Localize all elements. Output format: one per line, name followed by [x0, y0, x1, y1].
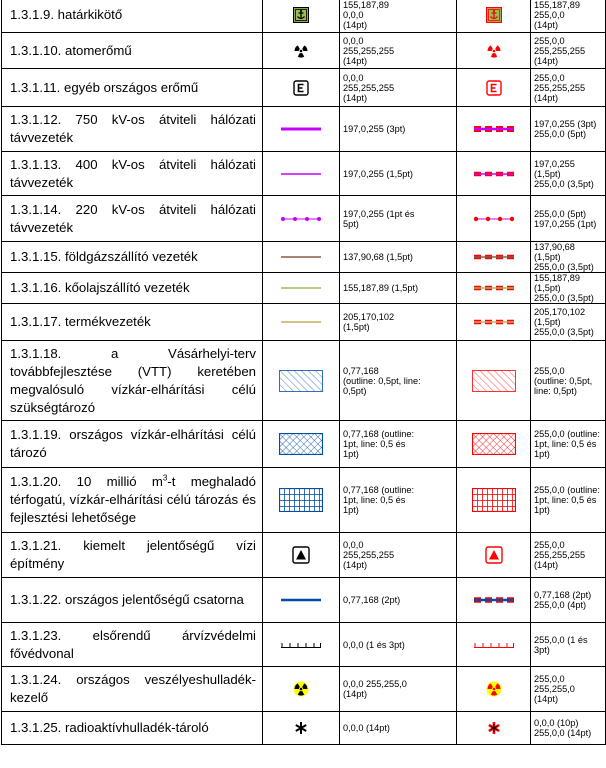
- item-name: 1.3.1.18. a Vásárhelyi-terv továbbfejlesztése (VTT) keretében megvalósuló vízkár-elhárítási célú szükségtározó: [2, 341, 263, 421]
- symbol-cell: [263, 421, 340, 468]
- symbol-cell: [263, 273, 340, 304]
- description-cell: 155,187,89 255,0,0 (14pt): [531, 0, 606, 33]
- description-cell: 255,0,0 (5pt) 197,0,255 (1pt): [531, 196, 606, 242]
- symbol-cell: [457, 667, 531, 712]
- symbol-cell: [457, 196, 531, 242]
- description-cell: 197,0,255 (1pt és 5pt): [340, 196, 457, 242]
- table-row: [2, 304, 606, 341]
- table-row: [2, 33, 606, 69]
- grid-hatch-area-symbol: [279, 488, 323, 512]
- item-name: 1.3.1.13. 400 kV-os átviteli hálózati távvezeték: [2, 152, 263, 196]
- table-row: [2, 468, 606, 533]
- symbol-cell: [457, 33, 531, 69]
- item-name-part: -t meghaladó térfogatú, vízkár-elhárítási célú tározás és fejlesztési lehetősége: [10, 474, 256, 525]
- diagonal-hatch-area-symbol: [279, 370, 323, 392]
- table-row: [2, 242, 606, 273]
- item-name: 1.3.1.14. 220 kV-os átviteli hálózati távvezeték: [2, 196, 263, 242]
- symbol-cell: [457, 341, 531, 421]
- ticked-line-symbol: [474, 641, 514, 649]
- description-cell: 255,0,0 255,255,255 (14pt): [531, 533, 606, 578]
- table-row: [2, 152, 606, 196]
- symbol-cell: [457, 578, 531, 623]
- line-symbol: [474, 125, 514, 133]
- item-name: 1.3.1.17. termékvezeték: [2, 304, 263, 341]
- item-name: 1.3.1.9. határkikötő: [2, 0, 263, 33]
- description-cell: 197,0,255 (3pt): [340, 107, 457, 152]
- table-row: [2, 196, 606, 242]
- description-cell: 0,0,0 255,255,0 (14pt): [340, 667, 457, 712]
- item-name: 1.3.1.21. kiemelt jelentőségű vízi építmény: [2, 533, 263, 578]
- item-name: 1.3.1.19. országos vízkár-elhárítási célú tározó: [2, 421, 263, 468]
- symbol-cell: [263, 304, 340, 341]
- cross-hatch-area-symbol: [472, 433, 516, 455]
- symbol-cell: [457, 242, 531, 273]
- line-symbol: [474, 596, 514, 604]
- description-cell: 0,77,168 (outline: 1pt, line: 0,5 és 1pt): [340, 421, 457, 468]
- symbol-cell: [263, 667, 340, 712]
- symbol-cell: [457, 107, 531, 152]
- table-row: [2, 421, 606, 468]
- item-name: 1.3.1.25. radioaktívhulladék-tároló: [2, 712, 263, 745]
- dotted-line-symbol: [281, 215, 321, 223]
- item-name: [2, 468, 263, 533]
- description-cell: 255,0,0 (1 és 3pt): [531, 623, 606, 667]
- symbol-cell: [457, 712, 531, 745]
- symbol-cell: [263, 0, 340, 33]
- description-cell: 0,77,168 (outline: 1pt, line: 0,5 és 1pt): [340, 468, 457, 533]
- cross-hatch-area-symbol: [279, 433, 323, 455]
- triangle-box-icon: [292, 546, 310, 564]
- item-name: 1.3.1.22. országos jelentőségű csatorna: [2, 578, 263, 623]
- asterisk-icon: [487, 721, 501, 735]
- radiation-icon: [293, 43, 309, 59]
- description-cell: 0,0,0 255,255,255 (14pt): [340, 33, 457, 69]
- hazard-radiation-circle-icon: [293, 681, 309, 697]
- symbol-cell: [263, 69, 340, 107]
- border-port-anchor-icon: [486, 7, 502, 23]
- line-symbol: [474, 253, 514, 261]
- symbol-cell: [457, 468, 531, 533]
- description-cell: 0,77,168 (2pt) 255,0,0 (4pt): [531, 578, 606, 623]
- table-row: [2, 578, 606, 623]
- symbol-cell: [263, 578, 340, 623]
- line-symbol: [474, 284, 514, 292]
- symbol-cell: [263, 196, 340, 242]
- symbol-legend-table: [1, 0, 606, 745]
- table-row: [2, 533, 606, 578]
- border-port-anchor-icon: [293, 7, 309, 23]
- table-row: [2, 623, 606, 667]
- symbol-cell: [263, 468, 340, 533]
- line-symbol: [281, 318, 321, 326]
- radiation-icon: [486, 43, 502, 59]
- symbol-cell: [263, 242, 340, 273]
- item-name: 1.3.1.10. atomerőmű: [2, 33, 263, 69]
- description-cell: 0,0,0 255,255,255 (14pt): [340, 533, 457, 578]
- symbol-cell: [457, 273, 531, 304]
- item-name: 1.3.1.11. egyéb országos erőmű: [2, 69, 263, 107]
- diagonal-hatch-area-symbol: [472, 370, 516, 392]
- dotted-line-symbol: [474, 215, 514, 223]
- line-symbol: [281, 253, 321, 261]
- description-cell: 255,0,0 255,255,255 (14pt): [531, 69, 606, 107]
- line-symbol: [474, 318, 514, 326]
- description-cell: 205,170,102 (1,5pt): [340, 304, 457, 341]
- description-cell: 155,187,89 0,0,0 (14pt): [340, 0, 457, 33]
- line-symbol: [281, 284, 321, 292]
- asterisk-icon: [294, 721, 308, 735]
- description-cell: 205,170,102 (1,5pt) 255,0,0 (3,5pt): [531, 304, 606, 341]
- description-cell: 137,90,68 (1,5pt): [340, 242, 457, 273]
- line-symbol: [281, 125, 321, 133]
- symbol-cell: [457, 0, 531, 33]
- description-cell: 197,0,255 (1,5pt): [340, 152, 457, 196]
- table-row: [2, 273, 606, 304]
- description-cell: 155,187,89 (1,5pt) 255,0,0 (3,5pt): [531, 273, 606, 304]
- line-symbol: [474, 170, 514, 178]
- symbol-cell: [263, 533, 340, 578]
- description-cell: 0,0,0 (14pt): [340, 712, 457, 745]
- ticked-line-symbol: [281, 641, 321, 649]
- superscript: 3: [162, 473, 168, 483]
- description-cell: 0,0,0 255,255,255 (14pt): [340, 69, 457, 107]
- description-cell: 255,0,0 (outline: 1pt, line: 0,5 és 1pt): [531, 421, 606, 468]
- table-row: [2, 107, 606, 152]
- item-name: 1.3.1.23. elsőrendű árvízvédelmi fővédvonal: [2, 623, 263, 667]
- item-name: 1.3.1.24. országos veszélyeshulladék-kezelő: [2, 667, 263, 712]
- description-cell: 255,0,0 (outline: 0,5pt, line: 0,5pt): [531, 341, 606, 421]
- symbol-cell: [457, 69, 531, 107]
- table-row: [2, 0, 606, 33]
- line-symbol: [281, 596, 321, 604]
- symbol-cell: [457, 304, 531, 341]
- letter-e-box-icon: [486, 80, 502, 96]
- description-cell: 0,77,168 (2pt): [340, 578, 457, 623]
- hazard-radiation-circle-icon: [486, 681, 502, 697]
- symbol-cell: [263, 33, 340, 69]
- symbol-cell: [263, 712, 340, 745]
- symbol-cell: [263, 152, 340, 196]
- symbol-cell: [263, 341, 340, 421]
- description-cell: 155,187,89 (1,5pt): [340, 273, 457, 304]
- symbol-cell: [457, 623, 531, 667]
- table-row: [2, 341, 606, 421]
- item-name: 1.3.1.15. földgázszállító vezeték: [2, 242, 263, 273]
- description-cell: 255,0,0 (outline: 1pt, line: 0,5 és 1pt): [531, 468, 606, 533]
- description-cell: 0,0,0 (10p) 255,0,0 (14pt): [531, 712, 606, 745]
- description-cell: 197,0,255 (3pt) 255,0,0 (5pt): [531, 107, 606, 152]
- symbol-cell: [457, 152, 531, 196]
- item-name-part: 1.3.1.20. 10 millió m: [10, 474, 163, 489]
- description-cell: 0,77,168 (outline: 0,5pt, line: 0,5pt): [340, 341, 457, 421]
- table-row: [2, 667, 606, 712]
- letter-e-box-icon: [293, 80, 309, 96]
- item-name: 1.3.1.16. kőolajszállító vezeték: [2, 273, 263, 304]
- table-row: [2, 69, 606, 107]
- description-cell: 255,0,0 255,255,0 (14pt): [531, 667, 606, 712]
- symbol-cell: [457, 533, 531, 578]
- description-cell: 137,90,68 (1,5pt) 255,0,0 (3,5pt): [531, 242, 606, 273]
- symbol-cell: [263, 623, 340, 667]
- table-row: [2, 712, 606, 745]
- symbol-cell: [457, 421, 531, 468]
- description-cell: 0,0,0 (1 és 3pt): [340, 623, 457, 667]
- item-name: 1.3.1.12. 750 kV-os átviteli hálózati távvezeték: [2, 107, 263, 152]
- description-cell: 255,0,0 255,255,255 (14pt): [531, 33, 606, 69]
- triangle-box-icon: [485, 546, 503, 564]
- symbol-cell: [263, 107, 340, 152]
- description-cell: 197,0,255 (1,5pt) 255,0,0 (3,5pt): [531, 152, 606, 196]
- grid-hatch-area-symbol: [472, 488, 516, 512]
- line-symbol: [281, 170, 321, 178]
